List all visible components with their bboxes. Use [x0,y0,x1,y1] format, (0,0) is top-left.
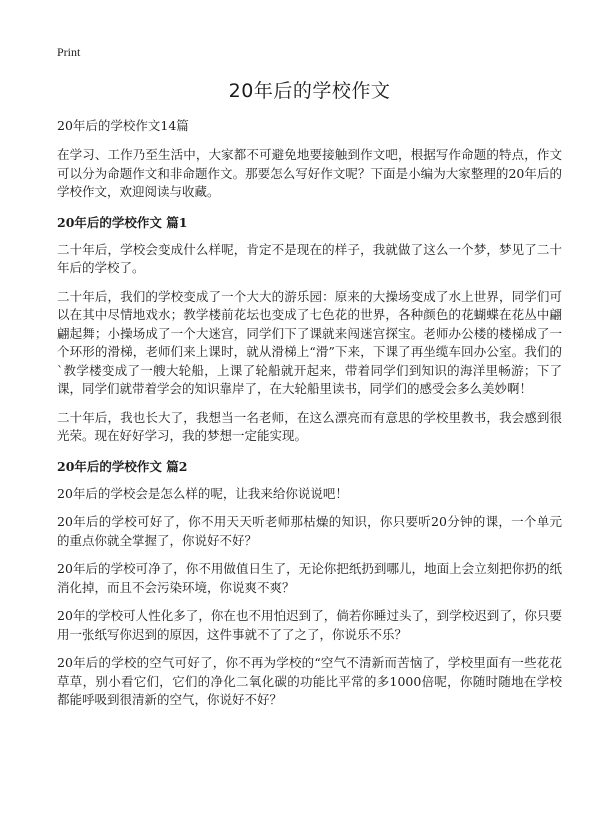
section-heading-1: 20年后的学校作文 篇1 [57,214,188,230]
section-1-paragraph-3: 二十年后，我也长大了，我想当一名老师，在这么漂亮而有意思的学校里教书，我会感到很光荣。现在好好学习，我的梦想一定能实现。 [57,409,562,443]
print-link[interactable]: Print [57,45,81,59]
section-2-paragraph-2: 20年后的学校可好了，你不用天天听老师那枯燥的知识，你只要听20分钟的课，一个单元的重点你就全掌握了，你说好不好？ [57,514,562,548]
section-1-paragraph-1: 二十年后，学校会变成什么样呢，肯定不是现在的样子，我就做了这么一个梦，梦见了二十年后的学校了。 [57,241,562,275]
intro-paragraph: 在学习、工作乃至生活中，大家都不可避免地要接触到作文吧，根据写作命题的特点，作文可以分为命题作文和非命题作文。那要怎么写好作文呢？下面是小编为大家整理的20年后的学校作文，欢迎阅读与收藏。 [57,147,562,199]
page-title: 20年后的学校作文 [228,80,391,102]
section-2-paragraph-1: 20年后的学校会是怎么样的呢，让我来给你说说吧！ [57,485,348,501]
section-1-paragraph-2: 二十年后，我们的学校变成了一个大大的游乐园：原来的大操场变成了水上世界，同学们可以在其中尽情地戏水；教学楼前花坛也变成了七色花的世界，各种颜色的花蝴蝶在花丛中翩翩起舞；小操场成了一个大迷宫，同学们下了课就来闯迷宫探宝。老师办公楼的楼梯成了一个环形的滑梯，老师们来上课时，就从滑梯上“滑”下来，下课了再坐缆车回办公室。我们的`教学楼变成了一艘大轮船，上课了轮船就开起来，带着同学们到知识的海洋里畅游；下了课，同学们就带着学会的知识靠岸了，在大轮船里读书，同学们的感受会多么美妙啊！ [57,288,562,396]
section-heading-2: 20年后的学校作文 篇2 [57,458,188,474]
section-2-paragraph-5: 20年后的学校的空气可好了，你不再为学校的“空气不清新而苦恼了，学校里面有一些花花草草，别小看它们，它们的净化二氧化碳的功能比平常的多1000倍呢，你随时随地在学校都能呼吸到很清新的空气，你说好不好？ [57,655,562,707]
document-subtitle: 20年后的学校作文14篇 [57,118,189,133]
section-2-paragraph-3: 20年后的学校可净了，你不用做值日生了，无论你把纸扔到哪儿，地面上会立刻把你扔的纸消化掉，而且不会污染环境，你说爽不爽？ [57,561,562,595]
section-2-paragraph-4: 20年的学校可人性化多了，你在也不用怕迟到了，倘若你睡过头了，到学校迟到了，你只要用一张纸写你迟到的原因，这件事就不了了之了，你说乐不乐？ [57,608,562,642]
